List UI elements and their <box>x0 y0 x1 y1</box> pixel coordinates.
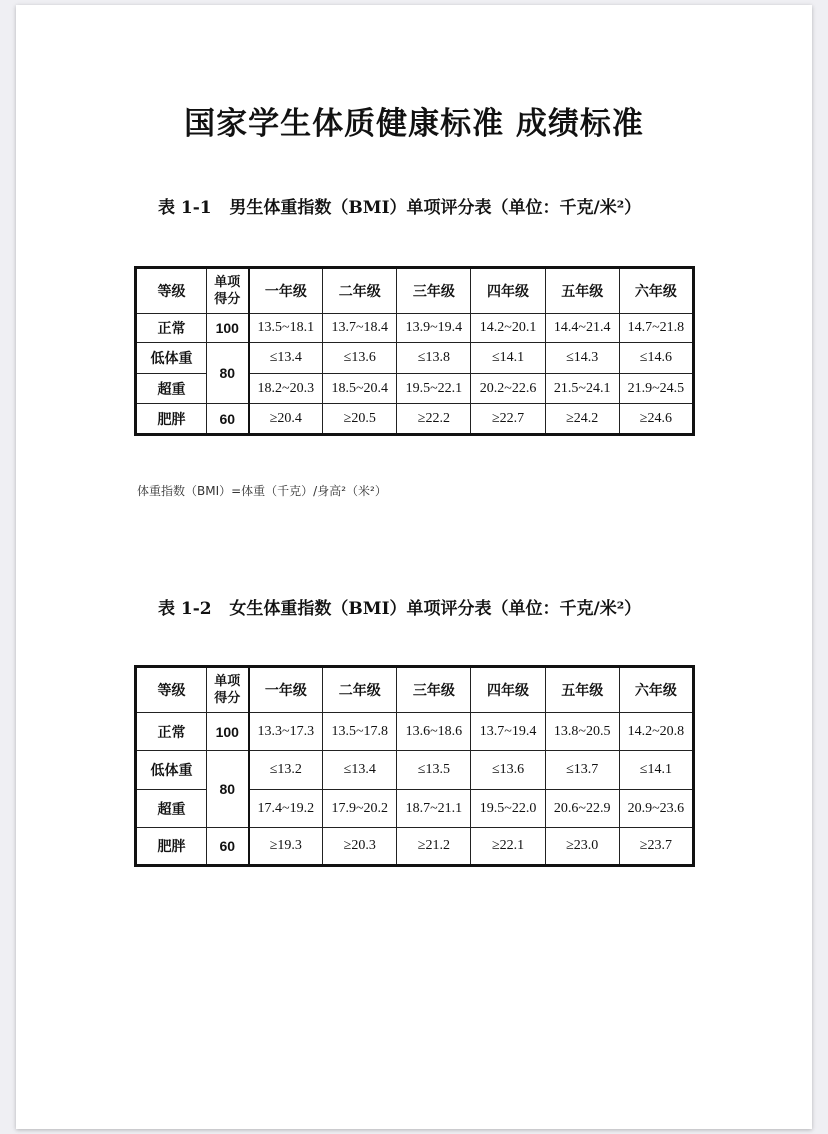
value-cell: 18.7~21.1 <box>397 790 471 828</box>
value-cell: ≤14.1 <box>619 751 693 790</box>
table-row <box>136 314 694 343</box>
value-cell: 18.2~20.3 <box>249 374 323 404</box>
value-cell: 13.6~18.6 <box>397 713 471 751</box>
header-grade-5: 五年级 <box>545 268 619 314</box>
score-cell: 80 <box>207 751 249 828</box>
header-level: 等级 <box>136 667 207 713</box>
header-grade-6: 六年级 <box>619 667 693 713</box>
value-cell: 17.9~20.2 <box>323 790 397 828</box>
value-cell: ≤13.6 <box>471 751 545 790</box>
value-cell: 19.5~22.1 <box>397 374 471 404</box>
level-cell: 低体重 <box>136 751 207 790</box>
value-cell: 13.7~18.4 <box>323 314 397 343</box>
value-cell: ≤14.6 <box>619 343 693 374</box>
value-cell: 13.5~17.8 <box>323 713 397 751</box>
score-cell: 100 <box>207 713 249 751</box>
value-cell: ≥19.3 <box>249 828 323 866</box>
header-grade-1: 一年级 <box>249 268 323 314</box>
value-cell: ≤14.3 <box>545 343 619 374</box>
value-cell: 21.9~24.5 <box>619 374 693 404</box>
header-grade-2: 二年级 <box>323 667 397 713</box>
score-cell: 60 <box>207 404 249 435</box>
value-cell: 17.4~19.2 <box>249 790 323 828</box>
value-cell: ≥23.0 <box>545 828 619 866</box>
score-cell: 80 <box>207 343 249 404</box>
header-score-text: 单项得分 <box>214 674 241 706</box>
value-cell: ≥20.3 <box>323 828 397 866</box>
value-cell: ≤13.7 <box>545 751 619 790</box>
score-cell: 60 <box>207 828 249 866</box>
header-level: 等级 <box>136 268 207 314</box>
value-cell: 13.5~18.1 <box>249 314 323 343</box>
table-row <box>136 404 694 435</box>
female-bmi-table <box>134 665 695 867</box>
value-cell: 13.9~19.4 <box>397 314 471 343</box>
value-cell: ≥23.7 <box>619 828 693 866</box>
value-cell: 14.4~21.4 <box>545 314 619 343</box>
value-cell: 19.5~22.0 <box>471 790 545 828</box>
level-cell: 肥胖 <box>136 828 207 866</box>
male-bmi-table <box>134 266 695 436</box>
value-cell: 13.7~19.4 <box>471 713 545 751</box>
header-grade-3: 三年级 <box>397 667 471 713</box>
table-row <box>136 828 694 866</box>
value-cell: 21.5~24.1 <box>545 374 619 404</box>
level-cell: 超重 <box>136 374 207 404</box>
table-row <box>136 751 694 790</box>
bmi-formula: 体重指数（BMI）=体重（千克）/身高²（米²） <box>137 484 387 498</box>
value-cell: ≥20.5 <box>323 404 397 435</box>
document-page <box>16 5 812 1129</box>
level-cell: 正常 <box>136 314 207 343</box>
value-cell: ≥22.2 <box>397 404 471 435</box>
header-grade-6: 六年级 <box>619 268 693 314</box>
header-grade-4: 四年级 <box>471 667 545 713</box>
score-cell: 100 <box>207 314 249 343</box>
value-cell: ≥24.6 <box>619 404 693 435</box>
header-score <box>207 268 249 314</box>
value-cell: ≤13.6 <box>323 343 397 374</box>
value-cell: ≥24.2 <box>545 404 619 435</box>
value-cell: ≤13.5 <box>397 751 471 790</box>
table-1-caption: 表 1-1 男生体重指数（BMI）单项评分表（单位：千克/米²） <box>158 198 642 218</box>
table-header-row <box>136 268 694 314</box>
value-cell: ≤13.4 <box>249 343 323 374</box>
table-row <box>136 713 694 751</box>
header-grade-4: 四年级 <box>471 268 545 314</box>
header-grade-1: 一年级 <box>249 667 323 713</box>
value-cell: 20.2~22.6 <box>471 374 545 404</box>
value-cell: 13.8~20.5 <box>545 713 619 751</box>
page-title: 国家学生体质健康标准 成绩标准 <box>184 106 644 142</box>
value-cell: ≥22.1 <box>471 828 545 866</box>
value-cell: ≤13.8 <box>397 343 471 374</box>
table-header-row <box>136 667 694 713</box>
value-cell: ≤14.1 <box>471 343 545 374</box>
level-cell: 正常 <box>136 713 207 751</box>
level-cell: 肥胖 <box>136 404 207 435</box>
value-cell: ≥21.2 <box>397 828 471 866</box>
value-cell: 14.7~21.8 <box>619 314 693 343</box>
table-2-caption: 表 1-2 女生体重指数（BMI）单项评分表（单位：千克/米²） <box>158 599 642 619</box>
value-cell: ≥20.4 <box>249 404 323 435</box>
value-cell: 13.3~17.3 <box>249 713 323 751</box>
value-cell: ≤13.4 <box>323 751 397 790</box>
header-grade-5: 五年级 <box>545 667 619 713</box>
value-cell: ≤13.2 <box>249 751 323 790</box>
value-cell: 18.5~20.4 <box>323 374 397 404</box>
value-cell: 20.9~23.6 <box>619 790 693 828</box>
level-cell: 低体重 <box>136 343 207 374</box>
header-grade-2: 二年级 <box>323 268 397 314</box>
value-cell: ≥22.7 <box>471 404 545 435</box>
table-row <box>136 343 694 374</box>
level-cell: 超重 <box>136 790 207 828</box>
header-grade-3: 三年级 <box>397 268 471 314</box>
header-score <box>207 667 249 713</box>
value-cell: 20.6~22.9 <box>545 790 619 828</box>
value-cell: 14.2~20.1 <box>471 314 545 343</box>
header-score-text: 单项得分 <box>214 275 241 307</box>
value-cell: 14.2~20.8 <box>619 713 693 751</box>
